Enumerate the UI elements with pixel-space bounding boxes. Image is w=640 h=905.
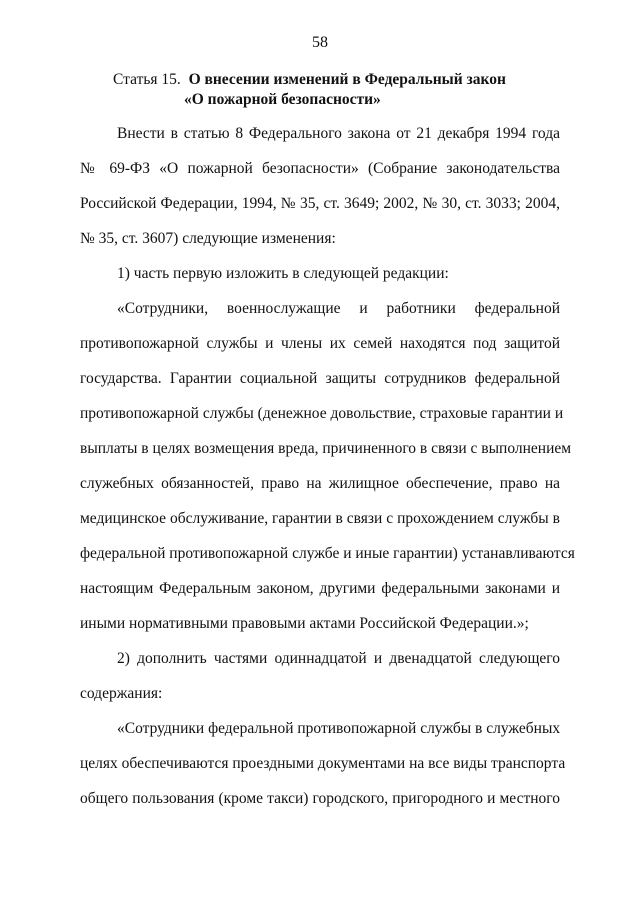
article-title-line2: «О пожарной безопасности» [184, 91, 381, 108]
text-line: 2) дополнить частями одиннадцатой и двенадцатой следующего [117, 650, 560, 667]
text-line: противопожарной службы и члены их семей находятся под защитой [80, 335, 560, 352]
article-number: Статья 15. [113, 71, 181, 88]
text-line: общего пользования (кроме такси) городского, пригородного и местного [80, 790, 560, 807]
text-line: целях обеспечиваются проездными документами на все виды транспорта [80, 755, 566, 772]
text-line: иными нормативными правовыми актами Российской Федерации.»; [80, 615, 529, 632]
text-line: федеральной противопожарной службе и иные гарантии) устанавливаются [80, 545, 575, 562]
text-line: государства. Гарантии социальной защиты сотрудников федеральной [80, 370, 560, 387]
text-line: Внести в статью 8 Федерального закона от 21 декабря 1994 года [117, 125, 560, 142]
text-line: настоящим Федеральным законом, другими федеральными законами и [80, 580, 560, 597]
text-line: Российской Федерации, 1994, № 35, ст. 3649; 2002, № 30, ст. 3033; 2004, [80, 195, 560, 212]
text-line: медицинское обслуживание, гарантии в связи с прохождением службы в [80, 510, 560, 527]
article-heading [113, 70, 506, 110]
text-line: служебных обязанностей, право на жилищное обеспечение, право на [80, 475, 560, 492]
text-line: противопожарной службы (денежное довольствие, страховые гарантии и [80, 405, 564, 422]
article-title-line1: О внесении изменений в Федеральный закон [188, 71, 506, 88]
text-line: «Сотрудники федеральной противопожарной службы в служебных [117, 720, 561, 737]
text-line: содержания: [80, 685, 163, 702]
page-number: 58 [312, 34, 328, 51]
text-line: № 69-ФЗ «О пожарной безопасности» (Собрание законодательства [80, 160, 560, 177]
text-line: 1) часть первую изложить в следующей редакции: [117, 265, 449, 282]
text-line: «Сотрудники, военнослужащие и работники федеральной [117, 300, 560, 317]
text-line: № 35, ст. 3607) следующие изменения: [80, 230, 336, 247]
text-line: выплаты в целях возмещения вреда, причиненного в связи с выполнением [80, 440, 572, 457]
